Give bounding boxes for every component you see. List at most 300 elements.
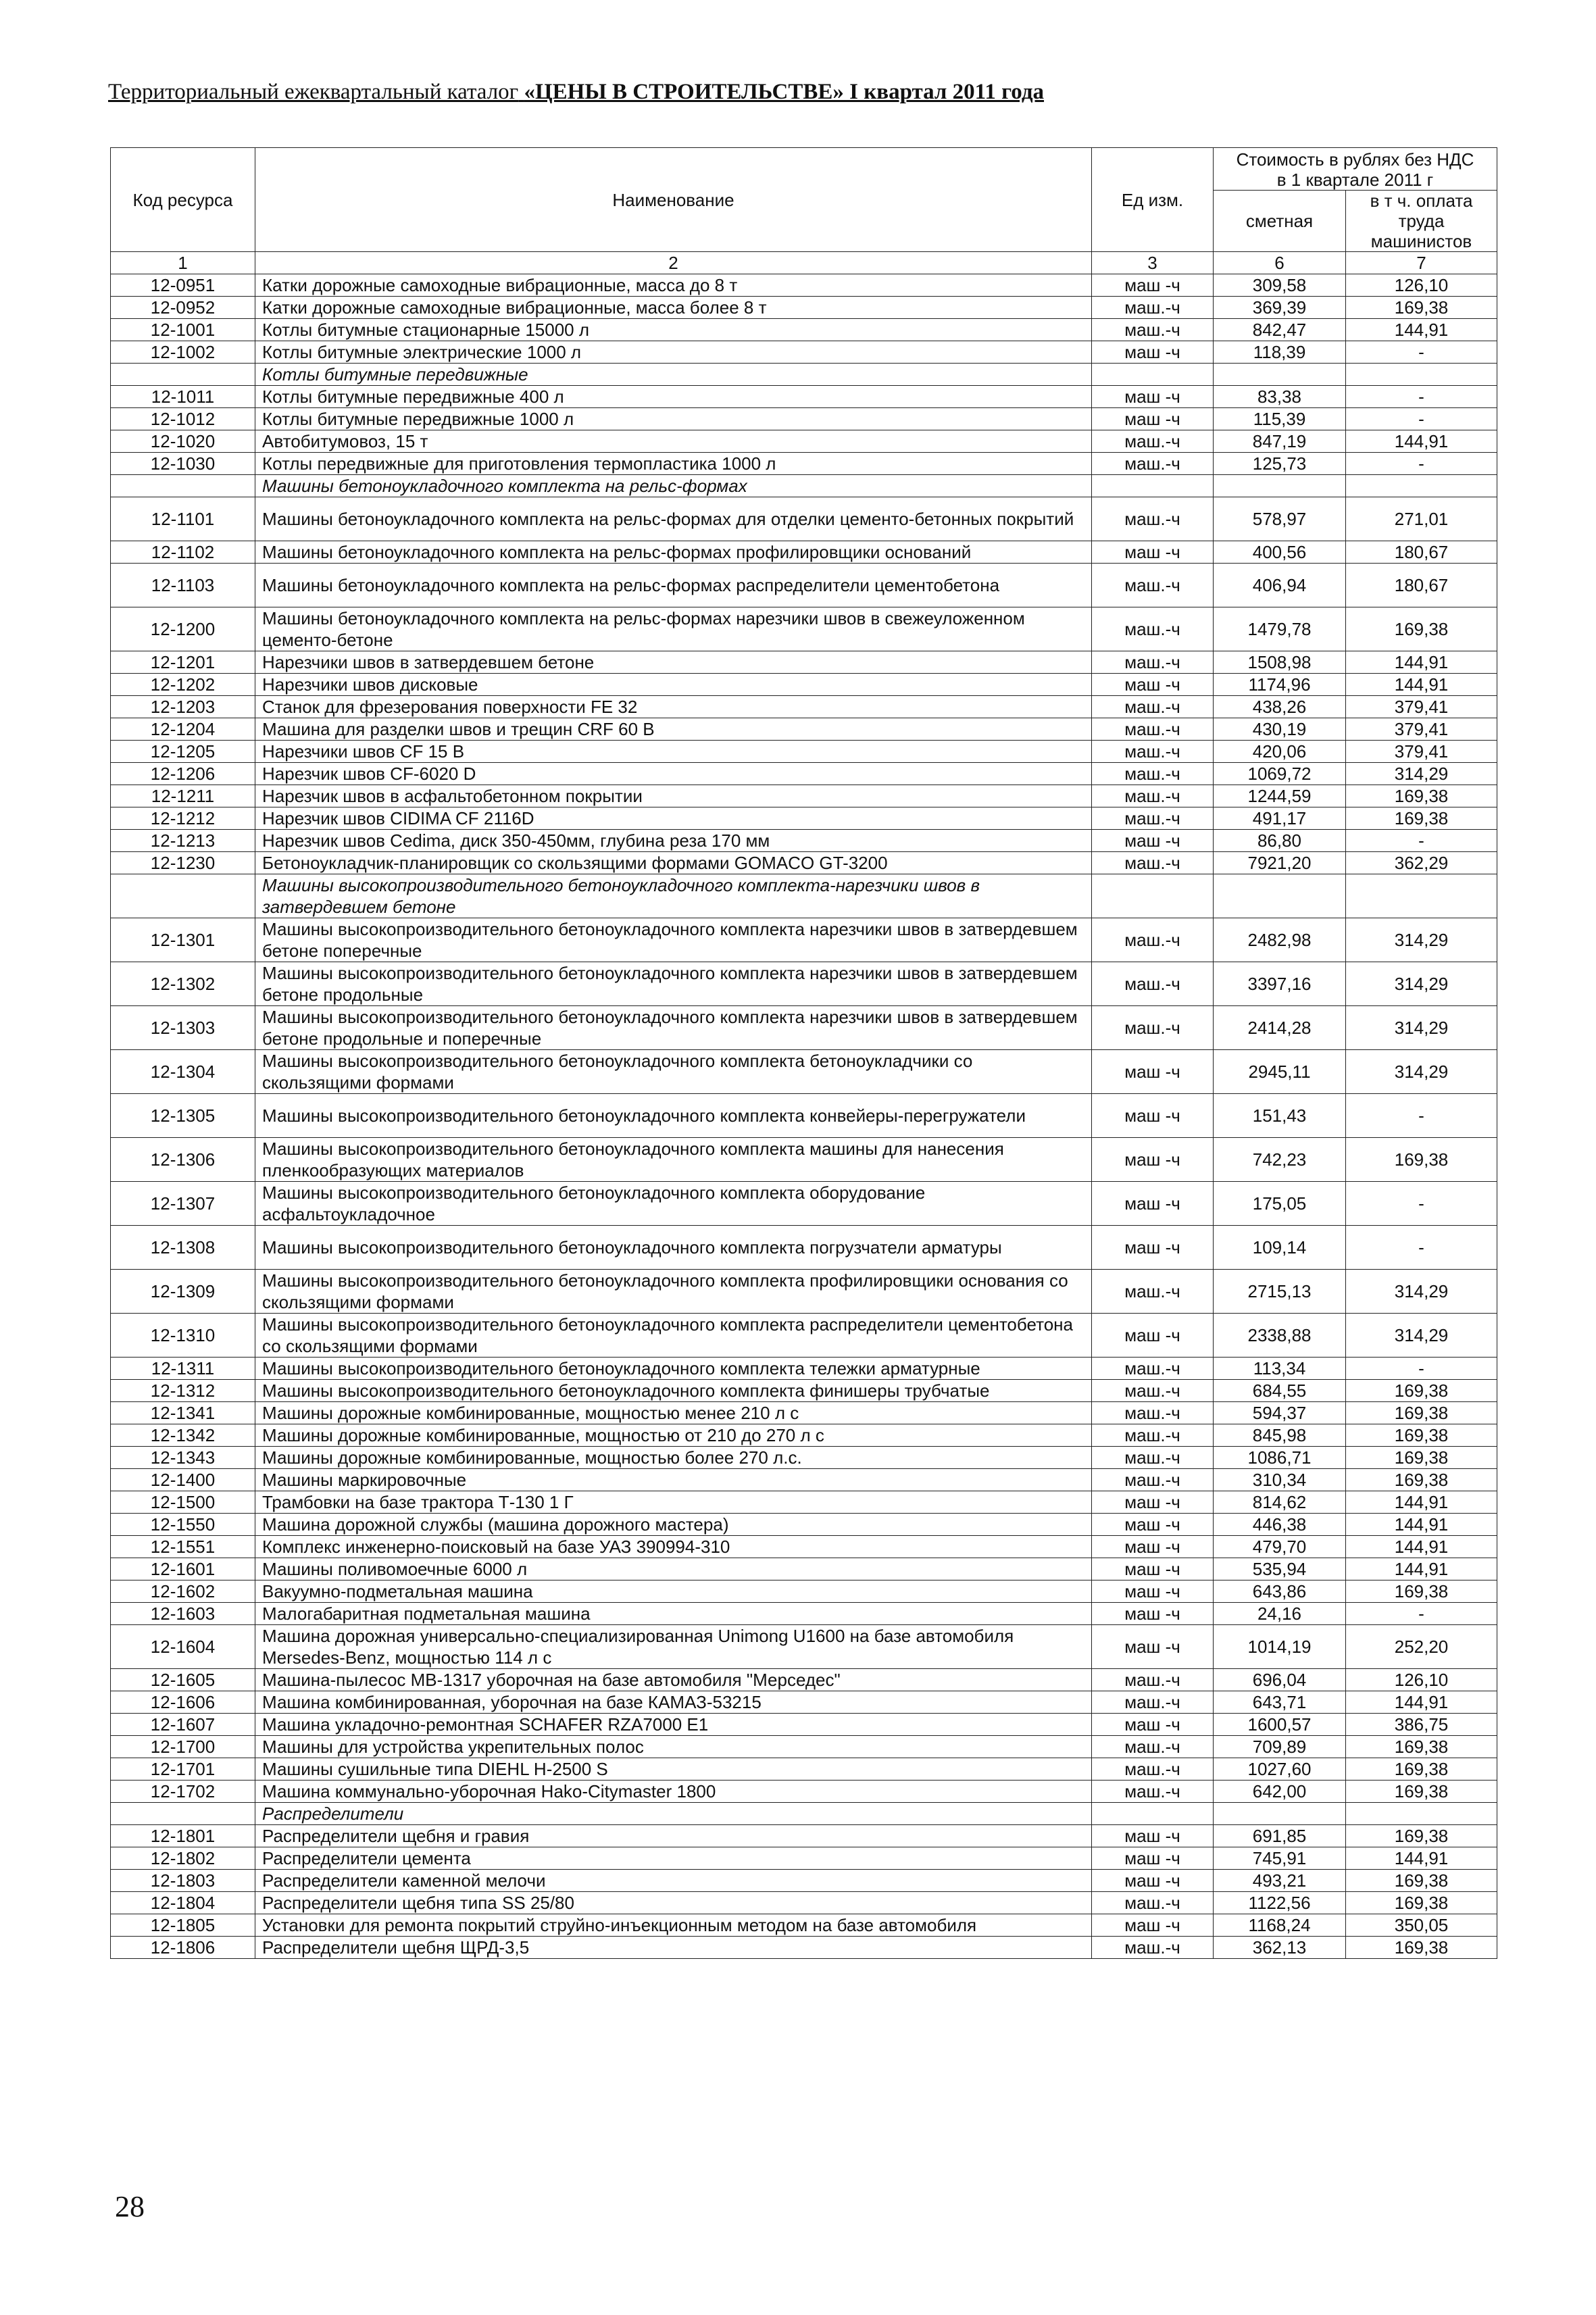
cell-unit: маш -ч bbox=[1092, 1914, 1214, 1937]
cell-labor: 252,20 bbox=[1346, 1625, 1497, 1669]
cell-unit bbox=[1092, 1803, 1214, 1825]
cell-cost: 1069,72 bbox=[1214, 763, 1346, 785]
table-row bbox=[111, 1050, 1497, 1094]
cell-cost: 2338,88 bbox=[1214, 1314, 1346, 1358]
cell-code: 12-0951 bbox=[111, 274, 255, 297]
cell-code: 12-1201 bbox=[111, 651, 255, 674]
cell-unit: маш.-ч bbox=[1092, 319, 1214, 341]
table-row bbox=[111, 1094, 1497, 1138]
cell-labor: 169,38 bbox=[1346, 1580, 1497, 1603]
cell-cost: 709,89 bbox=[1214, 1736, 1346, 1758]
cell-labor: 169,38 bbox=[1346, 1758, 1497, 1781]
section-title: Котлы битумные передвижные bbox=[255, 364, 1092, 386]
cell-code: 12-1200 bbox=[111, 607, 255, 651]
cell-name: Распределители щебня и гравия bbox=[255, 1825, 1092, 1847]
cell-name: Машина-пылесос МВ-1317 уборочная на базе автомобиля "Мерседес" bbox=[255, 1669, 1092, 1691]
column-number: 7 bbox=[1346, 252, 1497, 274]
cell-unit: маш -ч bbox=[1092, 408, 1214, 430]
table-row bbox=[111, 1138, 1497, 1182]
cell-cost: 1122,56 bbox=[1214, 1892, 1346, 1914]
cell-labor: 314,29 bbox=[1346, 1270, 1497, 1314]
cell-cost: 1168,24 bbox=[1214, 1914, 1346, 1937]
table-row bbox=[111, 497, 1497, 541]
cell-code: 12-1551 bbox=[111, 1536, 255, 1558]
cell-unit: маш -ч bbox=[1092, 1558, 1214, 1580]
section-row bbox=[111, 475, 1497, 497]
cell-code: 12-1700 bbox=[111, 1736, 255, 1758]
cell-labor: 144,91 bbox=[1346, 1847, 1497, 1870]
cell-name: Машина дорожная универсально-специализированная Unimong U1600 на базе автомобиля Mersedes-Benz, мощностью 114 л с bbox=[255, 1625, 1092, 1669]
cell-name: Машина дорожной службы (машина дорожного мастера) bbox=[255, 1514, 1092, 1536]
section-title: Машины высокопроизводительного бетоноукладочного комплекта-нарезчики швов в затвердевшем бетоне bbox=[255, 874, 1092, 918]
table-row bbox=[111, 1603, 1497, 1625]
cell-code: 12-1212 bbox=[111, 807, 255, 830]
header-code: Код ресурса bbox=[111, 148, 255, 252]
cell-cost: 1174,96 bbox=[1214, 674, 1346, 696]
cell-unit: маш -ч bbox=[1092, 386, 1214, 408]
cell-cost: 493,21 bbox=[1214, 1870, 1346, 1892]
cell-unit: маш -ч bbox=[1092, 674, 1214, 696]
table-row bbox=[111, 1937, 1497, 1959]
cell-code bbox=[111, 874, 255, 918]
header-title: «ЦЕНЫ В СТРОИТЕЛЬСТВЕ» I квартал 2011 года bbox=[524, 80, 1045, 104]
cell-unit: маш.-ч bbox=[1092, 1781, 1214, 1803]
cell-name: Катки дорожные самоходные вибрационные, масса до 8 т bbox=[255, 274, 1092, 297]
cell-unit: маш.-ч bbox=[1092, 497, 1214, 541]
cell-code: 12-1805 bbox=[111, 1914, 255, 1937]
cell-labor: 314,29 bbox=[1346, 962, 1497, 1006]
table-row bbox=[111, 1514, 1497, 1536]
cell-cost: 118,39 bbox=[1214, 341, 1346, 364]
cell-name: Котлы передвижные для приготовления термопластика 1000 л bbox=[255, 453, 1092, 475]
cell-labor: - bbox=[1346, 386, 1497, 408]
cell-name: Распределители щебня типа SS 25/80 bbox=[255, 1892, 1092, 1914]
cell-cost: 1086,71 bbox=[1214, 1447, 1346, 1469]
cell-code: 12-1604 bbox=[111, 1625, 255, 1669]
cell-name: Машины бетоноукладочного комплекта на рельс-формах распределители цементобетона bbox=[255, 564, 1092, 607]
cell-unit: маш.-ч bbox=[1092, 1380, 1214, 1402]
cell-code: 12-1011 bbox=[111, 386, 255, 408]
cell-name: Вакуумно-подметальная машина bbox=[255, 1580, 1092, 1603]
cell-labor: - bbox=[1346, 1182, 1497, 1226]
cell-unit: маш.-ч bbox=[1092, 807, 1214, 830]
table-row bbox=[111, 807, 1497, 830]
table-row bbox=[111, 1847, 1497, 1870]
header-cost-group bbox=[1214, 148, 1497, 191]
cell-labor: 271,01 bbox=[1346, 497, 1497, 541]
table-row bbox=[111, 1870, 1497, 1892]
cell-name: Машина укладочно-ремонтная SCHAFER RZA7000 E1 bbox=[255, 1714, 1092, 1736]
cell-labor: 379,41 bbox=[1346, 696, 1497, 718]
cell-name: Станок для фрезерования поверхности FE 32 bbox=[255, 696, 1092, 718]
cell-unit: маш.-ч bbox=[1092, 741, 1214, 763]
table-row bbox=[111, 1314, 1497, 1358]
cell-labor: 379,41 bbox=[1346, 718, 1497, 741]
table-row bbox=[111, 1447, 1497, 1469]
column-number: 3 bbox=[1092, 252, 1214, 274]
cell-labor bbox=[1346, 475, 1497, 497]
table-row bbox=[111, 341, 1497, 364]
cell-code: 12-1802 bbox=[111, 1847, 255, 1870]
cell-unit: маш.-ч bbox=[1092, 1669, 1214, 1691]
cell-labor: 169,38 bbox=[1346, 1138, 1497, 1182]
cell-code: 12-1500 bbox=[111, 1491, 255, 1514]
cell-name: Машины высокопроизводительного бетоноукладочного комплекта финишеры трубчатые bbox=[255, 1380, 1092, 1402]
table-row bbox=[111, 1691, 1497, 1714]
cell-labor: 144,91 bbox=[1346, 319, 1497, 341]
cell-unit: маш -ч bbox=[1092, 541, 1214, 564]
page-header bbox=[108, 80, 1095, 105]
cell-labor: - bbox=[1346, 408, 1497, 430]
cell-code: 12-1312 bbox=[111, 1380, 255, 1402]
header-name: Наименование bbox=[255, 148, 1092, 252]
cell-name: Машина комбинированная, уборочная на базе КАМАЗ-53215 bbox=[255, 1691, 1092, 1714]
cell-name: Нарезчики швов дисковые bbox=[255, 674, 1092, 696]
price-catalog-table bbox=[110, 147, 1497, 1959]
cell-unit: маш -ч bbox=[1092, 1182, 1214, 1226]
table-row bbox=[111, 918, 1497, 962]
cell-name: Малогабаритная подметальная машина bbox=[255, 1603, 1092, 1625]
cell-labor: 169,38 bbox=[1346, 1447, 1497, 1469]
cell-name: Машины высокопроизводительного бетоноукладочного комплекта нарезчики швов в затвердевшем бетоне продольные и поперечные bbox=[255, 1006, 1092, 1050]
cell-unit: маш.-ч bbox=[1092, 1758, 1214, 1781]
cell-code bbox=[111, 1803, 255, 1825]
table-row bbox=[111, 319, 1497, 341]
cell-cost: 2482,98 bbox=[1214, 918, 1346, 962]
cell-code: 12-1204 bbox=[111, 718, 255, 741]
cell-code: 12-1306 bbox=[111, 1138, 255, 1182]
cell-labor: 144,91 bbox=[1346, 1558, 1497, 1580]
header-unit: Ед изм. bbox=[1092, 148, 1214, 252]
cell-labor bbox=[1346, 1803, 1497, 1825]
cell-code: 12-0952 bbox=[111, 297, 255, 319]
header-estimated: сметная bbox=[1214, 191, 1346, 252]
cell-code bbox=[111, 364, 255, 386]
table-row bbox=[111, 741, 1497, 763]
cell-name: Нарезчики швов в затвердевшем бетоне bbox=[255, 651, 1092, 674]
cell-code: 12-1303 bbox=[111, 1006, 255, 1050]
cell-code: 12-1001 bbox=[111, 319, 255, 341]
cell-code: 12-1806 bbox=[111, 1937, 255, 1959]
header-prefix: Территориальный ежеквартальный каталог bbox=[108, 80, 519, 104]
header-cost-period: в 1 квартале 2011 г bbox=[1276, 170, 1434, 190]
cell-name: Машины высокопроизводительного бетоноукладочного комплекта тележки арматурные bbox=[255, 1358, 1092, 1380]
cell-code: 12-1606 bbox=[111, 1691, 255, 1714]
cell-unit: маш -ч bbox=[1092, 1580, 1214, 1603]
table-row bbox=[111, 564, 1497, 607]
cell-code: 12-1012 bbox=[111, 408, 255, 430]
header-labor: в т ч. оплата труда машинистов bbox=[1346, 191, 1497, 252]
cell-name: Нарезчик швов CF-6020 D bbox=[255, 763, 1092, 785]
table-row bbox=[111, 763, 1497, 785]
cell-cost: 1027,60 bbox=[1214, 1758, 1346, 1781]
cell-name: Трамбовки на базе трактора Т-130 1 Г bbox=[255, 1491, 1092, 1514]
cell-labor: 314,29 bbox=[1346, 1314, 1497, 1358]
cell-unit: маш.-ч bbox=[1092, 696, 1214, 718]
cell-name: Машины для устройства укрепительных полос bbox=[255, 1736, 1092, 1758]
cell-cost: 113,34 bbox=[1214, 1358, 1346, 1380]
cell-unit: маш.-ч bbox=[1092, 607, 1214, 651]
table-row bbox=[111, 1536, 1497, 1558]
cell-cost: 643,86 bbox=[1214, 1580, 1346, 1603]
cell-name: Машины поливомоечные 6000 л bbox=[255, 1558, 1092, 1580]
cell-cost: 2945,11 bbox=[1214, 1050, 1346, 1094]
cell-name: Котлы битумные передвижные 1000 л bbox=[255, 408, 1092, 430]
cell-code: 12-1341 bbox=[111, 1402, 255, 1424]
cell-cost: 578,97 bbox=[1214, 497, 1346, 541]
cell-cost: 642,00 bbox=[1214, 1781, 1346, 1803]
section-row bbox=[111, 874, 1497, 918]
cell-unit: маш -ч bbox=[1092, 1847, 1214, 1870]
table-row bbox=[111, 852, 1497, 874]
cell-unit: маш.-ч bbox=[1092, 962, 1214, 1006]
cell-cost bbox=[1214, 364, 1346, 386]
column-numbers-row bbox=[111, 252, 1497, 274]
cell-cost: 400,56 bbox=[1214, 541, 1346, 564]
cell-name: Нарезчики швов CF 15 В bbox=[255, 741, 1092, 763]
cell-name: Машины маркировочные bbox=[255, 1469, 1092, 1491]
cell-name: Машины дорожные комбинированные, мощностью от 210 до 270 л с bbox=[255, 1424, 1092, 1447]
cell-cost: 115,39 bbox=[1214, 408, 1346, 430]
cell-cost: 438,26 bbox=[1214, 696, 1346, 718]
cell-labor: 144,91 bbox=[1346, 1691, 1497, 1714]
cell-code: 12-1603 bbox=[111, 1603, 255, 1625]
section-row bbox=[111, 364, 1497, 386]
cell-unit: маш.-ч bbox=[1092, 1358, 1214, 1380]
table-row bbox=[111, 1402, 1497, 1424]
cell-labor: - bbox=[1346, 1226, 1497, 1270]
cell-cost: 1244,59 bbox=[1214, 785, 1346, 807]
cell-code: 12-1310 bbox=[111, 1314, 255, 1358]
cell-cost: 430,19 bbox=[1214, 718, 1346, 741]
cell-labor: 362,29 bbox=[1346, 852, 1497, 874]
cell-code bbox=[111, 475, 255, 497]
cell-cost: 847,19 bbox=[1214, 430, 1346, 453]
cell-code: 12-1206 bbox=[111, 763, 255, 785]
cell-code: 12-1701 bbox=[111, 1758, 255, 1781]
cell-cost: 109,14 bbox=[1214, 1226, 1346, 1270]
table-row bbox=[111, 1892, 1497, 1914]
cell-name: Машина коммунально-уборочная Hako-Citymaster 1800 bbox=[255, 1781, 1092, 1803]
cell-unit: маш.-ч bbox=[1092, 1736, 1214, 1758]
cell-labor: 169,38 bbox=[1346, 1870, 1497, 1892]
cell-labor: 169,38 bbox=[1346, 1937, 1497, 1959]
cell-code: 12-1020 bbox=[111, 430, 255, 453]
cell-cost: 2414,28 bbox=[1214, 1006, 1346, 1050]
cell-name: Котлы битумные передвижные 400 л bbox=[255, 386, 1092, 408]
cell-unit: маш.-ч bbox=[1092, 1469, 1214, 1491]
cell-code: 12-1002 bbox=[111, 341, 255, 364]
cell-labor: 169,38 bbox=[1346, 1424, 1497, 1447]
cell-code: 12-1304 bbox=[111, 1050, 255, 1094]
cell-code: 12-1230 bbox=[111, 852, 255, 874]
column-number: 6 bbox=[1214, 252, 1346, 274]
cell-unit: маш -ч bbox=[1092, 1536, 1214, 1558]
cell-name: Машины высокопроизводительного бетоноукладочного комплекта погрузчатели арматуры bbox=[255, 1226, 1092, 1270]
cell-unit: маш -ч bbox=[1092, 1138, 1214, 1182]
cell-cost: 362,13 bbox=[1214, 1937, 1346, 1959]
cell-code: 12-1342 bbox=[111, 1424, 255, 1447]
cell-code: 12-1205 bbox=[111, 741, 255, 763]
cell-labor: 169,38 bbox=[1346, 1402, 1497, 1424]
cell-labor: 144,91 bbox=[1346, 1536, 1497, 1558]
cell-unit bbox=[1092, 874, 1214, 918]
cell-cost bbox=[1214, 475, 1346, 497]
cell-cost: 1479,78 bbox=[1214, 607, 1346, 651]
cell-name: Машины высокопроизводительного бетоноукладочного комплекта бетоноукладчики со скользящими формами bbox=[255, 1050, 1092, 1094]
cell-unit: маш.-ч bbox=[1092, 430, 1214, 453]
cell-labor: - bbox=[1346, 1094, 1497, 1138]
cell-labor: 144,91 bbox=[1346, 1514, 1497, 1536]
cell-name: Машины дорожные комбинированные, мощностью менее 210 л с bbox=[255, 1402, 1092, 1424]
cell-unit: маш -ч bbox=[1092, 1603, 1214, 1625]
table-row bbox=[111, 1380, 1497, 1402]
cell-name: Машины высокопроизводительного бетоноукладочного комплекта нарезчики швов в затвердевшем бетоне продольные bbox=[255, 962, 1092, 1006]
cell-name: Распределители цемента bbox=[255, 1847, 1092, 1870]
cell-code: 12-1400 bbox=[111, 1469, 255, 1491]
table-row bbox=[111, 1469, 1497, 1491]
cell-name: Машины дорожные комбинированные, мощностью более 270 л.с. bbox=[255, 1447, 1092, 1469]
cell-name: Катки дорожные самоходные вибрационные, масса более 8 т bbox=[255, 297, 1092, 319]
cell-code: 12-1601 bbox=[111, 1558, 255, 1580]
cell-cost: 446,38 bbox=[1214, 1514, 1346, 1536]
cell-name: Нарезчик швов в асфальтобетонном покрытии bbox=[255, 785, 1092, 807]
cell-unit: маш.-ч bbox=[1092, 1402, 1214, 1424]
cell-unit: маш -ч bbox=[1092, 341, 1214, 364]
cell-labor: 169,38 bbox=[1346, 1380, 1497, 1402]
cell-name: Распределители щебня ЩРД-3,5 bbox=[255, 1937, 1092, 1959]
table-row bbox=[111, 1714, 1497, 1736]
cell-cost: 1014,19 bbox=[1214, 1625, 1346, 1669]
cell-unit: маш.-ч bbox=[1092, 1424, 1214, 1447]
cell-cost: 83,38 bbox=[1214, 386, 1346, 408]
cell-cost: 1600,57 bbox=[1214, 1714, 1346, 1736]
table-body bbox=[111, 274, 1497, 1959]
cell-unit: маш -ч bbox=[1092, 1625, 1214, 1669]
cell-code: 12-1550 bbox=[111, 1514, 255, 1536]
cell-code: 12-1102 bbox=[111, 541, 255, 564]
cell-unit: маш -ч bbox=[1092, 1714, 1214, 1736]
table-row bbox=[111, 718, 1497, 741]
cell-code: 12-1602 bbox=[111, 1580, 255, 1603]
cell-labor: 386,75 bbox=[1346, 1714, 1497, 1736]
cell-cost: 24,16 bbox=[1214, 1603, 1346, 1625]
cell-unit: маш.-ч bbox=[1092, 453, 1214, 475]
table-row bbox=[111, 962, 1497, 1006]
cell-name: Распределители каменной мелочи bbox=[255, 1870, 1092, 1892]
table-row bbox=[111, 386, 1497, 408]
cell-labor bbox=[1346, 874, 1497, 918]
cell-name: Машины бетоноукладочного комплекта на рельс-формах профилировщики оснований bbox=[255, 541, 1092, 564]
cell-name: Котлы битумные стационарные 15000 л bbox=[255, 319, 1092, 341]
table-row bbox=[111, 274, 1497, 297]
cell-name: Машины высокопроизводительного бетоноукладочного комплекта оборудование асфальтоукладочное bbox=[255, 1182, 1092, 1226]
table-row bbox=[111, 785, 1497, 807]
cell-labor: 180,67 bbox=[1346, 564, 1497, 607]
cell-code: 12-1311 bbox=[111, 1358, 255, 1380]
cell-cost: 3397,16 bbox=[1214, 962, 1346, 1006]
cell-code: 12-1343 bbox=[111, 1447, 255, 1469]
cell-labor: 169,38 bbox=[1346, 607, 1497, 651]
cell-unit: маш.-ч bbox=[1092, 763, 1214, 785]
cell-cost: 309,58 bbox=[1214, 274, 1346, 297]
cell-name: Машины бетоноукладочного комплекта на рельс-формах нарезчики швов в свежеуложенном цементо-бетоне bbox=[255, 607, 1092, 651]
cell-cost: 2715,13 bbox=[1214, 1270, 1346, 1314]
table-row bbox=[111, 1226, 1497, 1270]
table-row bbox=[111, 1006, 1497, 1050]
cell-labor: 144,91 bbox=[1346, 430, 1497, 453]
cell-name: Машины высокопроизводительного бетоноукладочного комплекта машины для нанесения пленкообразующих материалов bbox=[255, 1138, 1092, 1182]
cell-unit: маш.-ч bbox=[1092, 718, 1214, 741]
cell-unit: маш -ч bbox=[1092, 830, 1214, 852]
cell-cost: 691,85 bbox=[1214, 1825, 1346, 1847]
cell-name: Машины высокопроизводительного бетоноукладочного комплекта конвейеры-перегружатели bbox=[255, 1094, 1092, 1138]
cell-code: 12-1103 bbox=[111, 564, 255, 607]
cell-code: 12-1030 bbox=[111, 453, 255, 475]
cell-unit: маш -ч bbox=[1092, 1050, 1214, 1094]
cell-cost: 842,47 bbox=[1214, 319, 1346, 341]
cell-name: Машины сушильные типа DIEHL H-2500 S bbox=[255, 1758, 1092, 1781]
cell-labor: 126,10 bbox=[1346, 1669, 1497, 1691]
cell-cost: 7921,20 bbox=[1214, 852, 1346, 874]
cell-labor: 180,67 bbox=[1346, 541, 1497, 564]
section-title: Машины бетоноукладочного комплекта на рельс-формах bbox=[255, 475, 1092, 497]
cell-unit: маш.-ч bbox=[1092, 1937, 1214, 1959]
table-row bbox=[111, 1358, 1497, 1380]
cell-labor: 144,91 bbox=[1346, 1491, 1497, 1514]
table-row bbox=[111, 1182, 1497, 1226]
cell-unit: маш -ч bbox=[1092, 1825, 1214, 1847]
cell-cost: 594,37 bbox=[1214, 1402, 1346, 1424]
cell-name: Машина для разделки швов и трещин CRF 60 В bbox=[255, 718, 1092, 741]
cell-name: Машины высокопроизводительного бетоноукладочного комплекта профилировщики основания со скользящими формами bbox=[255, 1270, 1092, 1314]
cell-cost: 420,06 bbox=[1214, 741, 1346, 763]
table-row bbox=[111, 696, 1497, 718]
cell-code: 12-1203 bbox=[111, 696, 255, 718]
table-row bbox=[111, 297, 1497, 319]
cell-labor: 379,41 bbox=[1346, 741, 1497, 763]
cell-labor: 314,29 bbox=[1346, 918, 1497, 962]
cell-code: 12-1101 bbox=[111, 497, 255, 541]
cell-code: 12-1607 bbox=[111, 1714, 255, 1736]
table-row bbox=[111, 1270, 1497, 1314]
table-row bbox=[111, 1625, 1497, 1669]
cell-name: Машины высокопроизводительного бетоноукладочного комплекта распределители цементобетона со скользящими формами bbox=[255, 1314, 1092, 1358]
cell-unit: маш -ч bbox=[1092, 1226, 1214, 1270]
cell-cost: 742,23 bbox=[1214, 1138, 1346, 1182]
cell-unit: маш.-ч bbox=[1092, 1892, 1214, 1914]
cell-unit: маш -ч bbox=[1092, 1314, 1214, 1358]
cell-cost: 406,94 bbox=[1214, 564, 1346, 607]
cell-unit: маш.-ч bbox=[1092, 1270, 1214, 1314]
table-row bbox=[111, 674, 1497, 696]
cell-code: 12-1213 bbox=[111, 830, 255, 852]
cell-labor: 169,38 bbox=[1346, 785, 1497, 807]
cell-cost: 175,05 bbox=[1214, 1182, 1346, 1226]
column-number: 2 bbox=[255, 252, 1092, 274]
cell-unit: маш -ч bbox=[1092, 1094, 1214, 1138]
cell-name: Нарезчик швов CIDIMA CF 2116D bbox=[255, 807, 1092, 830]
cell-unit: маш -ч bbox=[1092, 1870, 1214, 1892]
table-row bbox=[111, 1424, 1497, 1447]
cell-cost: 125,73 bbox=[1214, 453, 1346, 475]
cell-unit: маш.-ч bbox=[1092, 1006, 1214, 1050]
cell-code: 12-1605 bbox=[111, 1669, 255, 1691]
cell-code: 12-1804 bbox=[111, 1892, 255, 1914]
cell-unit: маш -ч bbox=[1092, 1491, 1214, 1514]
cell-name: Бетоноукладчик-планировщик со скользящими формами GOMACO GT-3200 bbox=[255, 852, 1092, 874]
cell-labor: 314,29 bbox=[1346, 763, 1497, 785]
